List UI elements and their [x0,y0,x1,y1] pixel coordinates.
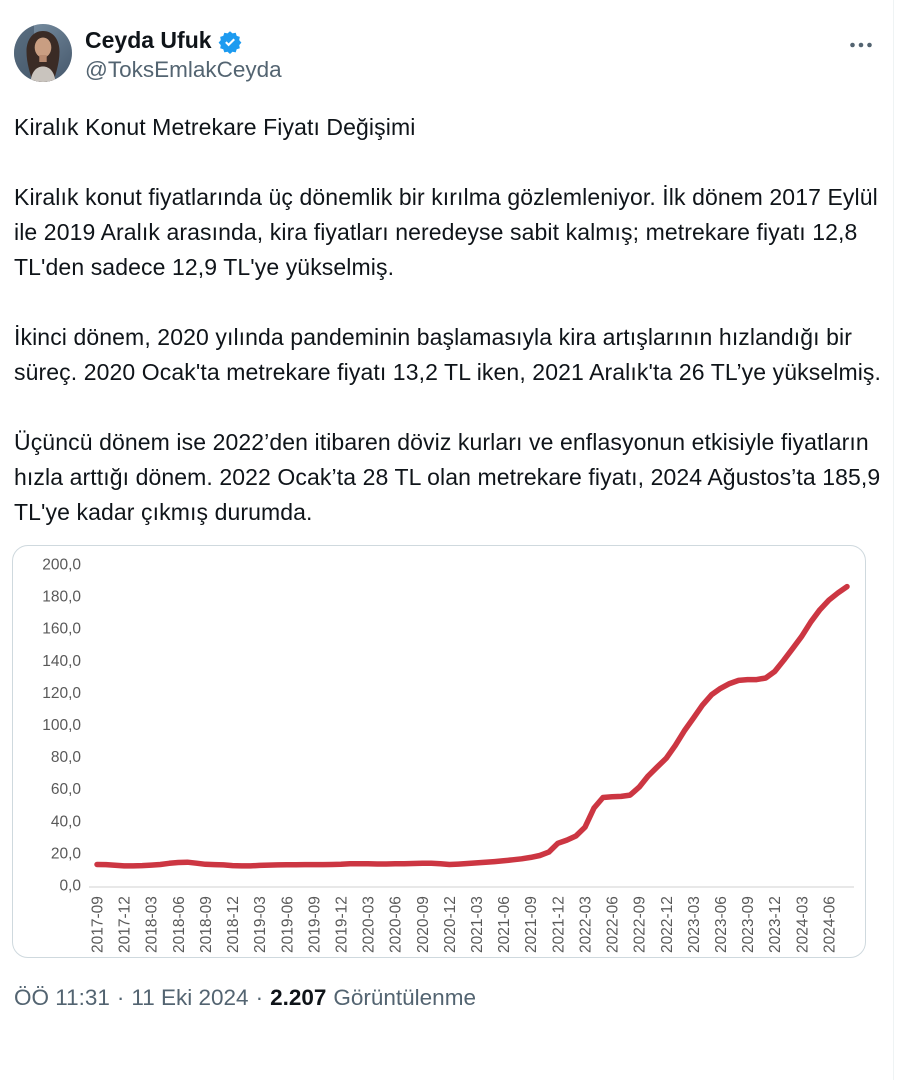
svg-text:100,0: 100,0 [42,717,81,734]
svg-text:0,0: 0,0 [59,877,81,895]
svg-text:2017-12: 2017-12 [116,896,134,953]
svg-text:2019-06: 2019-06 [279,896,297,953]
more-dots-icon [848,32,874,58]
tweet-text-paragraph-1: Kiralık konut fiyatlarında üç dönemlik bir kırılma gözlemleniyor. İlk dönem 2017 Eylül ile 2019 Aralık arasında, kira fiyatları neredeyse sabit kalmış; metrekare fiyatı 12,8 TL'den sadece 12,9 TL'ye yükselmiş. [14,184,885,280]
svg-text:40,0: 40,0 [50,813,81,831]
svg-text:2022-12: 2022-12 [658,896,676,953]
svg-text:2018-06: 2018-06 [170,896,188,953]
chart-card[interactable] [12,545,866,958]
views-count[interactable]: 2.207 [270,985,327,1010]
svg-text:2024-06: 2024-06 [821,896,839,953]
svg-text:200,0: 200,0 [42,556,81,574]
svg-text:2022-09: 2022-09 [631,896,649,953]
svg-text:140,0: 140,0 [42,652,81,670]
tweet-meta [14,984,888,1012]
svg-text:180,0: 180,0 [42,588,81,606]
tweet-header [14,0,888,84]
svg-text:2024-03: 2024-03 [794,896,812,953]
tweet-text-paragraph-3: Üçüncü dönem ise 2022’den itibaren döviz kurları ve enflasyonun etkisiyle fiyatların hızla arttığı dönem. 2022 Ocak’ta 28 TL olan metrekare fiyatı, 2024 Ağustos’ta 185,9 TL'ye kadar çıkmış durumda. [14,429,887,525]
svg-text:2023-03: 2023-03 [685,896,703,953]
svg-text:2022-06: 2022-06 [604,896,622,953]
author-handle[interactable]: @ToksEmlakCeyda [85,57,282,82]
verified-badge-icon [218,30,242,54]
svg-text:2023-06: 2023-06 [712,896,730,953]
svg-text:2021-06: 2021-06 [496,896,514,953]
tweet-text [14,110,888,530]
svg-text:2018-12: 2018-12 [225,896,243,953]
svg-text:2023-09: 2023-09 [740,896,758,953]
svg-text:2021-12: 2021-12 [550,896,568,953]
svg-text:20,0: 20,0 [50,845,81,863]
column-divider [893,0,894,1080]
svg-text:2021-03: 2021-03 [469,896,487,953]
more-options-button[interactable] [844,28,878,62]
svg-text:2022-03: 2022-03 [577,896,595,953]
svg-text:2021-09: 2021-09 [523,896,541,953]
meta-separator: · [116,985,125,1010]
tweet-text-title: Kiralık Konut Metrekare Fiyatı Değişimi [14,114,416,140]
svg-text:2019-03: 2019-03 [252,896,270,953]
svg-text:2018-03: 2018-03 [143,896,161,953]
author-name[interactable]: Ceyda Ufuk [85,27,212,53]
svg-text:2019-12: 2019-12 [333,896,351,953]
svg-text:2019-09: 2019-09 [306,896,324,953]
date[interactable]: 11 Eki 2024 [131,985,249,1010]
svg-text:80,0: 80,0 [50,749,81,767]
avatar-photo [14,24,72,82]
author-block [85,24,282,84]
svg-text:120,0: 120,0 [42,684,81,702]
avatar[interactable] [14,24,72,82]
meta-separator: · [255,985,264,1010]
svg-text:2020-12: 2020-12 [441,896,459,953]
svg-text:60,0: 60,0 [50,781,81,799]
svg-text:160,0: 160,0 [42,620,81,638]
svg-text:2020-06: 2020-06 [387,896,405,953]
views-label[interactable]: Görüntülenme [333,985,476,1010]
rent-price-line-chart [13,546,865,957]
svg-text:2017-09: 2017-09 [89,896,107,953]
svg-text:2018-09: 2018-09 [197,896,215,953]
svg-text:2020-03: 2020-03 [360,896,378,953]
timestamp[interactable]: ÖÖ 11:31 [14,985,110,1010]
svg-text:2020-09: 2020-09 [414,896,432,953]
tweet-text-paragraph-2: İkinci dönem, 2020 yılında pandeminin başlamasıyla kira artışlarının hızlandığı bir süreç. 2020 Ocak'ta metrekare fiyatı 13,2 TL iken, 2021 Aralık'ta 26 TL’ye yükselmiş. [14,324,882,385]
svg-text:2023-12: 2023-12 [767,896,785,953]
